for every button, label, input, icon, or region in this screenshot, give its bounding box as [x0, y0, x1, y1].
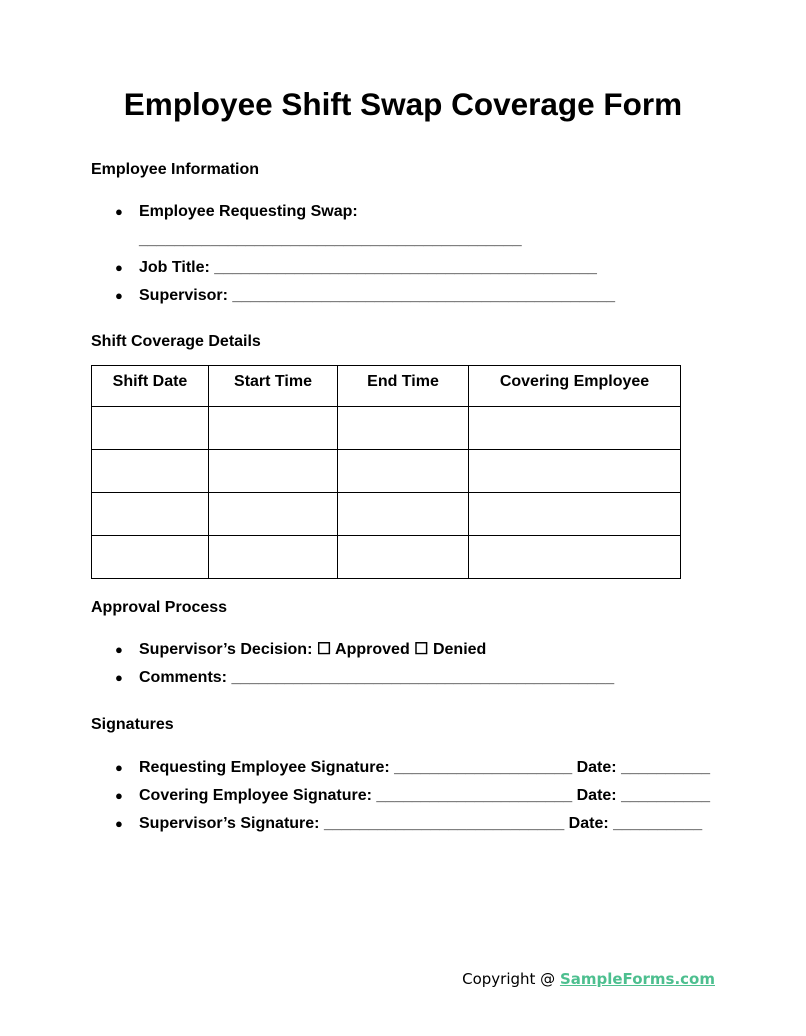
copyright-text: Copyright @: [462, 970, 560, 988]
field-label: Employee Requesting Swap:: [139, 203, 358, 220]
column-header: Start Time: [209, 366, 338, 407]
supervisor-signature-field[interactable]: [91, 810, 710, 838]
section-heading-approval: Approval Process: [91, 599, 228, 616]
section-heading-coverage: Shift Coverage Details: [91, 333, 261, 350]
field-blank[interactable]: ___________________________________________: [139, 231, 522, 248]
table-row: [92, 493, 681, 536]
approval-list: [91, 636, 614, 692]
field-blank[interactable]: ___________________________________________: [231, 669, 615, 686]
table-cell[interactable]: [92, 407, 209, 450]
field-label: Supervisor:: [139, 287, 228, 304]
table-row: [92, 536, 681, 579]
table-row: [92, 407, 681, 450]
table-cell[interactable]: [469, 407, 681, 450]
comments-field[interactable]: [91, 664, 614, 692]
table-cell[interactable]: [338, 493, 469, 536]
shift-coverage-table: [91, 365, 681, 579]
field-blank[interactable]: ___________________________________________: [214, 259, 597, 276]
covering-signature-field[interactable]: [91, 782, 710, 810]
table-cell[interactable]: [209, 450, 338, 493]
table-row: [92, 450, 681, 493]
requesting-signature-field[interactable]: [91, 754, 710, 782]
supervisor-field[interactable]: [91, 282, 615, 310]
table-cell[interactable]: [469, 493, 681, 536]
field-label: Supervisor’s Decision:: [139, 641, 313, 658]
field-label: Requesting Employee Signature:: [139, 759, 390, 776]
signatures-list: [91, 754, 710, 838]
table-cell[interactable]: [338, 450, 469, 493]
section-heading-signatures: Signatures: [91, 716, 174, 733]
field-label: Job Title:: [139, 259, 210, 276]
signature-blank[interactable]: ____________________: [394, 759, 573, 776]
date-blank[interactable]: __________: [621, 759, 711, 776]
employee-info-list: [91, 198, 615, 310]
signature-blank[interactable]: ______________________: [376, 787, 573, 804]
column-header: Shift Date: [92, 366, 209, 407]
page-title: Employee Shift Swap Coverage Form: [123, 86, 683, 122]
table-cell[interactable]: [92, 493, 209, 536]
date-blank[interactable]: __________: [613, 815, 703, 832]
table-cell[interactable]: [92, 450, 209, 493]
table-cell[interactable]: [209, 407, 338, 450]
section-heading-employee: Employee Information: [91, 161, 260, 178]
copyright-footer: [462, 970, 715, 988]
approved-checkbox[interactable]: ☐ Approved: [316, 641, 410, 658]
sampleforms-link[interactable]: SampleForms.com: [559, 970, 715, 988]
signature-blank[interactable]: ___________________________: [323, 815, 565, 832]
denied-checkbox[interactable]: ☐ Denied: [414, 641, 487, 658]
date-blank[interactable]: __________: [621, 787, 711, 804]
column-header: End Time: [338, 366, 469, 407]
table-cell[interactable]: [469, 536, 681, 579]
table-cell[interactable]: [338, 536, 469, 579]
table-cell[interactable]: [209, 493, 338, 536]
employee-requesting-field[interactable]: [91, 198, 615, 254]
table-cell[interactable]: [209, 536, 338, 579]
field-label: Supervisor’s Signature:: [139, 815, 320, 832]
table-header-row: [92, 366, 681, 407]
table-cell[interactable]: [469, 450, 681, 493]
job-title-field[interactable]: [91, 254, 615, 282]
supervisor-decision-field: [91, 636, 614, 664]
table-cell[interactable]: [338, 407, 469, 450]
field-label: Covering Employee Signature:: [139, 787, 372, 804]
table-cell[interactable]: [92, 536, 209, 579]
field-blank[interactable]: ___________________________________________: [232, 287, 616, 304]
date-label: Date:: [568, 815, 609, 832]
column-header: Covering Employee: [469, 366, 681, 407]
field-label: Comments:: [139, 669, 228, 686]
date-label: Date:: [576, 759, 617, 776]
date-label: Date:: [576, 787, 617, 804]
